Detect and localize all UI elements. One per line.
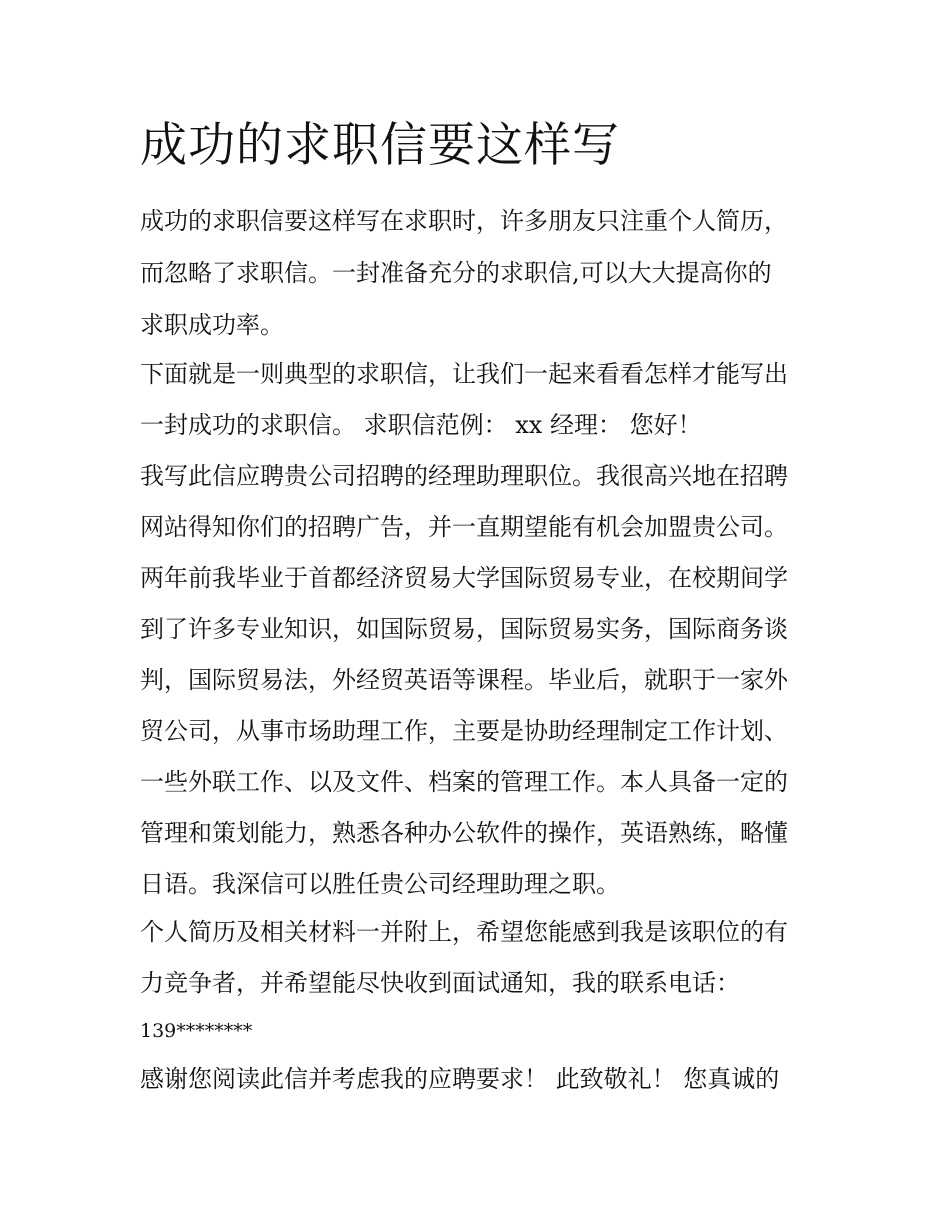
body-line: 力竞争者，并希望能尽快收到面试通知，我的联系电话： xyxy=(140,969,740,997)
body-line: 而忽略了求职信。一封准备充分的求职信,可以大大提高你的 xyxy=(140,259,772,287)
body-line: 一些外联工作、以及文件、档案的管理工作。本人具备一定的 xyxy=(140,768,788,796)
phone-number-line: 139******** xyxy=(140,1020,253,1042)
body-line: 日语。我深信可以胜任贵公司经理助理之职。 xyxy=(140,870,620,898)
body-line: 我写此信应聘贵公司招聘的经理助理职位。我很高兴地在招聘 xyxy=(140,462,788,490)
document-title: 成功的求职信要这样写 xyxy=(140,118,620,173)
body-line: 一封成功的求职信。 求职信范例： xx 经理： 您好！ xyxy=(140,411,702,439)
body-line: 贸公司，从事市场助理工作，主要是协助经理制定工作计划、 xyxy=(140,717,788,745)
body-line: 个人简历及相关材料一并附上，希望您能感到我是该职位的有 xyxy=(140,918,788,946)
body-line: 感谢您阅读此信并考虑我的应聘要求！ 此致敬礼！ 您真诚的 xyxy=(140,1065,780,1093)
body-line: 判，国际贸易法，外经贸英语等课程。毕业后，就职于一家外 xyxy=(140,666,788,694)
body-line: 网站得知你们的招聘广告，并一直期望能有机会加盟贵公司。 xyxy=(140,513,788,541)
body-line: 两年前我毕业于首都经济贸易大学国际贸易专业，在校期间学 xyxy=(140,564,788,592)
body-line: 成功的求职信要这样写在求职时，许多朋友只注重个人简历， xyxy=(140,207,788,235)
body-line: 下面就是一则典型的求职信，让我们一起来看看怎样才能写出 xyxy=(140,360,788,388)
body-line: 求职成功率。 xyxy=(140,311,284,339)
body-line: 管理和策划能力，熟悉各种办公软件的操作，英语熟练，略懂 xyxy=(140,819,788,847)
body-line: 到了许多专业知识，如国际贸易，国际贸易实务，国际商务谈 xyxy=(140,615,788,643)
